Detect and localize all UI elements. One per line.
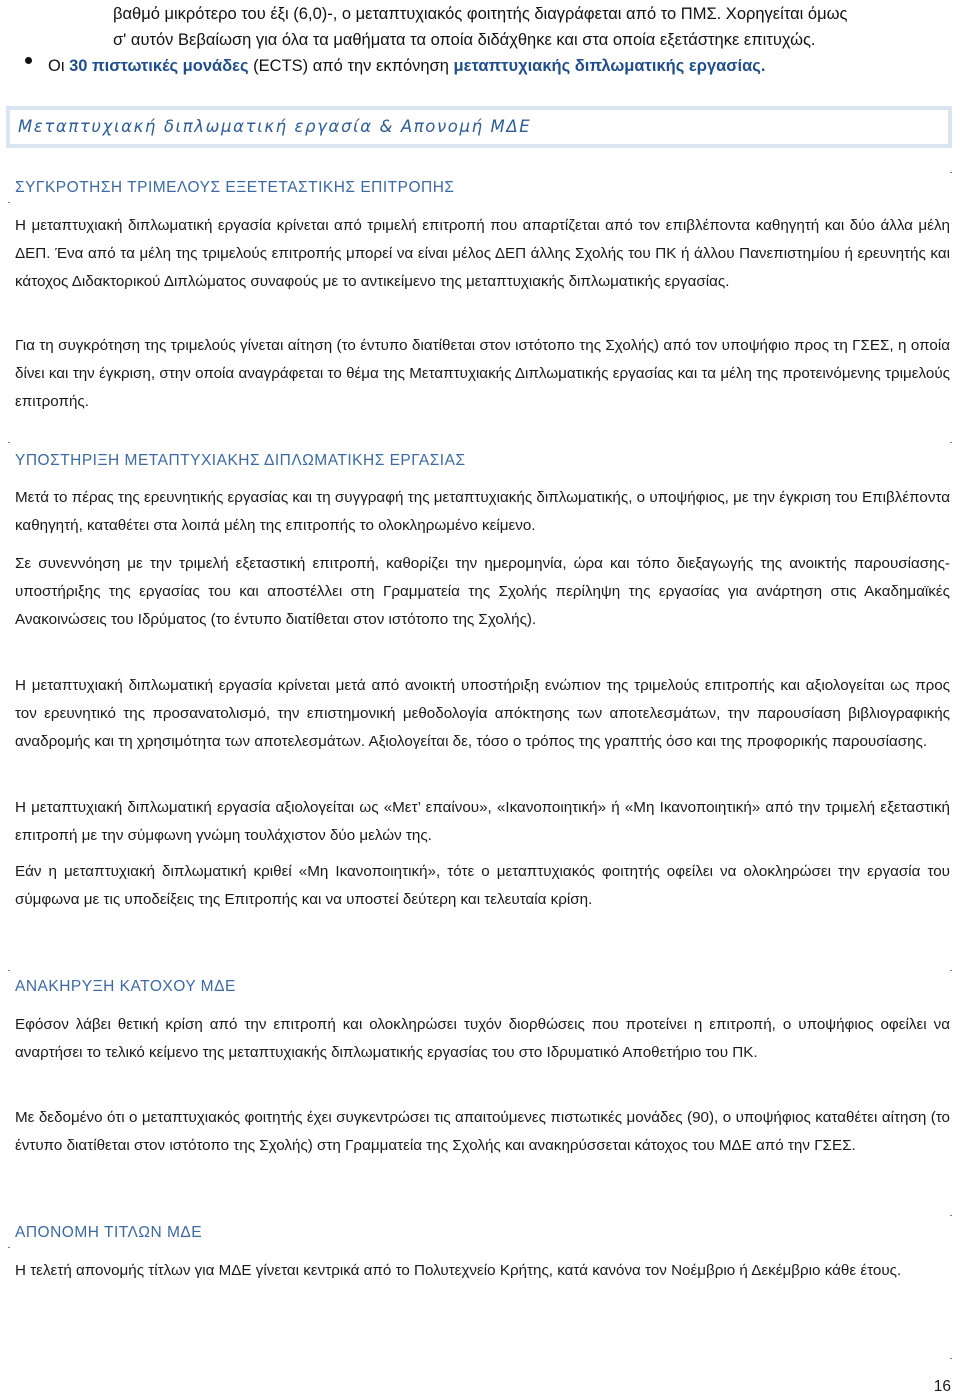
margin-mark — [950, 970, 952, 971]
continuation-line-1: βαθμό μικρότερο του έξι (6,0)-, ο μεταπτυχιακός φοιτητής διαγράφεται από το ΠΜΣ. Χορηγείται όμως — [113, 5, 848, 23]
section-heading-conferral: ΑΝΑΚΗΡΥΞΗ ΚΑΤΟΧΟΥ ΜΔΕ — [15, 978, 236, 995]
bullet-credits: 30 πιστωτικές μονάδες — [69, 57, 249, 75]
paragraph: Η μεταπτυχιακή διπλωματική εργασία αξιολογείται ως «Μετ’ επαίνου», «Ικανοποιητική» ή «Μη Ικανοποιητική» από την τριμελή εξεταστική επιτροπή με την σύμφωνη γνώμη τουλάχιστον δύο μελών της. — [15, 799, 950, 845]
bullet-dot-icon — [25, 57, 32, 64]
paragraph: Η τελετή απονομής τίτλων για ΜΔΕ γίνεται κεντρικά από το Πολυτεχνείο Κρήτης, κατά κανόνα τον Νοέμβριο ή Δεκέμβριο κάθε έτους. — [15, 1262, 902, 1279]
margin-mark — [8, 1247, 10, 1248]
chapter-banner — [6, 106, 952, 148]
margin-mark — [950, 1358, 952, 1359]
margin-mark — [950, 442, 952, 443]
margin-mark — [950, 1215, 952, 1216]
paragraph: Με δεδομένο ότι ο μεταπτυχιακός φοιτητής έχει συγκεντρώσει τις απαιτούμενες πιστωτικές μονάδες (90), ο υποψήφιος καταθέτει αίτηση (το έντυπο διατίθεται στον ιστότοπο της Σχολής) στη Γραμματεία της Σχολής και ανακηρύσσεται κάτοχος του ΜΔΕ από την ΓΣΕΣ. — [15, 1109, 950, 1155]
paragraph: Εάν η μεταπτυχιακή διπλωματική κριθεί «Μη Ικανοποιητική», τότε ο μεταπτυχιακός φοιτητής οφείλει να ολοκληρώσει την εργασία του σύμφωνα με τις υποδείξεις της Επιτροπής και να υποστεί δεύτερη και τελευταία κρίση. — [15, 863, 950, 909]
margin-mark — [8, 442, 10, 443]
bullet-text-mid: (ECTS) από την εκπόνηση — [248, 57, 454, 75]
section-heading-committee: ΣΥΓΚΡΟΤΗΣΗ ΤΡΙΜΕΛΟΥΣ ΕΞΕΤΕΤΑΣΤΙΚΗΣ ΕΠΙΤΡΟΠΗΣ — [15, 179, 455, 196]
paragraph: Η μεταπτυχιακή διπλωματική εργασία κρίνεται μετά από ανοικτή υποστήριξη ενώπιον της τριμελούς επιτροπής και αξιολογείται ως προς τον ερευνητικό της προσανατολισμό, την επιστημονική μεθοδολογία απόκτησης των αποτελεσμάτων, την παρουσίαση βιβλιογραφικής αναδρομής και τη χρησιμότητα των αποτελεσμάτων. Αξιολογείται δε, τόσο ο τρόπος της γραπτής όσο και της προφορικής παρουσίασης. — [15, 677, 950, 751]
margin-mark — [8, 970, 10, 971]
paragraph: Εφόσον λάβει θετική κρίση από την επιτροπή και ολοκληρώσει τυχόν διορθώσεις που προτείνει η επιτροπή, ο υποψήφιος οφείλει να αναρτήσει το τελικό κείμενο της μεταπτυχιακής διπλωματικής εργασίας του στο Ιδρυματικό Αποθετήριο του ΠΚ. — [15, 1016, 950, 1062]
continuation-line-2: σ' αυτόν Βεβαίωση για όλα τα μαθήματα τα οποία διδάχθηκε και στα οποία εξετάστηκε επιτυχώς. — [113, 31, 816, 49]
paragraph: Η μεταπτυχιακή διπλωματική εργασία κρίνεται από τριμελή επιτροπή που απαρτίζεται από τον επιβλέποντα καθηγητή και δύο άλλα μέλη ΔΕΠ. Ένα από τα μέλη της τριμελούς επιτροπής μπορεί να είναι μέλος ΔΕΠ άλλης Σχολής του ΠΚ ή άλλου Πανεπιστημίου ή ερευνητής και κάτοχος Διδακτορικού Διπλώματος συναφούς με το αντικείμενο της μεταπτυχιακής διπλωματικής εργασίας. — [15, 217, 950, 291]
margin-mark — [8, 202, 10, 203]
paragraph: Για τη συγκρότηση της τριμελούς γίνεται αίτηση (το έντυπο διατίθεται στον ιστότοπο της Σχολής) από τον υποψήφιο προς τη ΓΣΕΣ, η οποία δίνει και την έγκριση, στην οποία αναγράφεται το θέμα της Μεταπτυχιακής Διπλωματικής εργασίας και τα μέλη της προτεινόμενης τριμελούς επιτροπής. — [15, 337, 950, 411]
paragraph: Σε συνεννόηση με την τριμελή εξεταστική επιτροπή, καθορίζει την ημερομηνία, ώρα και τόπο διεξαγωγής της ανοικτής παρουσίασης-υποστήριξης της εργασίας του και αποστέλλει στη Γραμματεία της Σχολής περίληψη της εργασίας για ανάρτηση στις Ακαδημαϊκές Ανακοινώσεις του Ιδρύματος (το έντυπο διατίθεται στον ιστότοπο της Σχολής). — [15, 555, 950, 629]
bullet-item — [48, 56, 765, 76]
bullet-thesis: μεταπτυχιακής διπλωματικής εργασίας. — [453, 57, 766, 75]
page-number: 16 — [933, 1378, 951, 1395]
paragraph: Μετά το πέρας της ερευνητικής εργασίας και τη συγγραφή της μεταπτυχιακής διπλωματικής, ο υποψήφιος, με την έγκριση του Επιβλέποντα καθηγητή, καταθέτει στα λοιπά μέλη της επιτροπής το ολοκληρωμένο κείμενο. — [15, 489, 950, 535]
bullet-text-pre: Οι — [48, 57, 70, 75]
chapter-title: Μεταπτυχιακή διπλωματική εργασία & Απονομή ΜΔΕ — [18, 117, 532, 136]
section-heading-defense: ΥΠΟΣΤΗΡΙΞΗ ΜΕΤΑΠΤΥΧΙΑΚΗΣ ΔΙΠΛΩΜΑΤΙΚΗΣ ΕΡΓΑΣΙΑΣ — [15, 452, 466, 469]
margin-mark — [950, 172, 952, 173]
section-heading-ceremony: ΑΠΟΝΟΜΗ ΤΙΤΛΩΝ ΜΔΕ — [15, 1224, 203, 1241]
